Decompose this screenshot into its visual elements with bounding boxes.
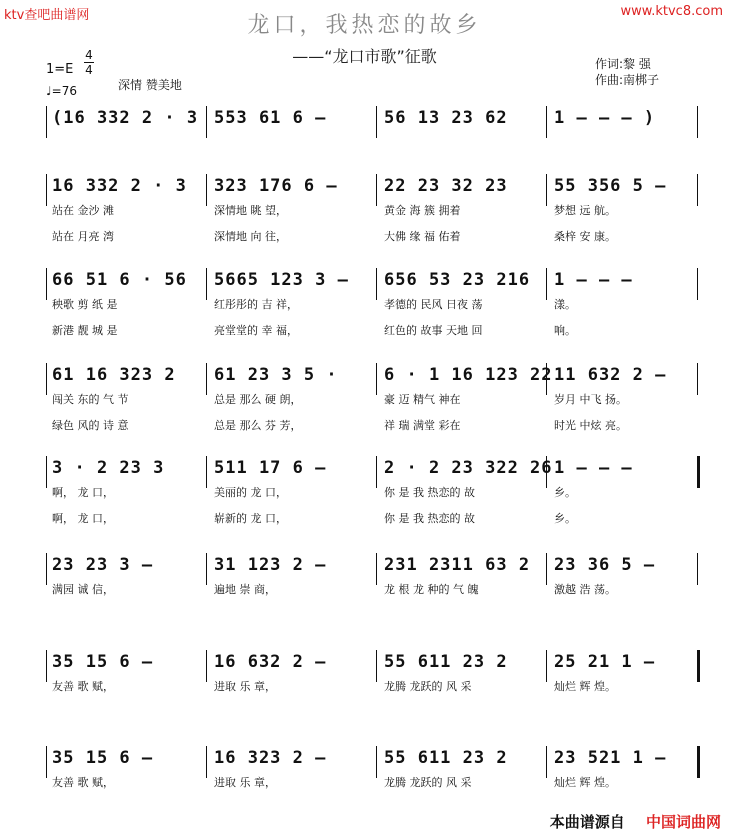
barline	[206, 174, 207, 206]
lyric-line: 激越 浩 荡。	[554, 583, 616, 596]
measure-notes: 31 123 2 –	[214, 555, 327, 575]
barline	[697, 746, 700, 778]
lyric-line: 你 是 我 热恋的 故	[384, 486, 475, 499]
measure-notes: 25 21 1 –	[554, 652, 656, 672]
barline	[46, 650, 47, 682]
mood-marking: 深情 赞美地	[118, 78, 182, 92]
measure-notes: 55 611 23 2	[384, 652, 508, 672]
meter-bottom: 4	[85, 63, 93, 77]
lyricist: 作词:黎 强	[595, 57, 651, 71]
measure-notes: 35 15 6 –	[52, 748, 154, 768]
measure-notes: 16 632 2 –	[214, 652, 327, 672]
lyric-line: 啊， 龙 口，	[52, 486, 114, 499]
lyric-line: 灿烂 辉 煌。	[554, 776, 616, 789]
lyric-line: 秧歌 剪 纸 是	[52, 298, 118, 311]
lyric-line: 岁月 中飞 扬。	[554, 393, 627, 406]
barline	[376, 746, 377, 778]
measure-notes: 231 2311 63 2	[384, 555, 531, 575]
measure-notes: 16 323 2 –	[214, 748, 327, 768]
lyric-line: 豪 迈 精气 神在	[384, 393, 461, 406]
measure-notes: 3 · 2 23 3	[52, 458, 165, 478]
lyric-line: 祥 瑞 满堂 彩在	[384, 419, 461, 432]
lyric-line: 响。	[554, 324, 576, 337]
barline	[546, 650, 547, 682]
lyric-line: 黄金 海 簇 拥着	[384, 204, 461, 217]
measure-notes: 56 13 23 62	[384, 108, 508, 128]
barline	[376, 174, 377, 206]
measure-notes: 23 36 5 –	[554, 555, 656, 575]
barline	[46, 456, 47, 488]
composer: 作曲:南梆子	[595, 73, 660, 87]
measure-notes: 23 23 3 –	[52, 555, 154, 575]
lyric-line: 龙腾 龙跃的 风 采	[384, 680, 472, 693]
lyric-line: 红彤彤的 吉 祥，	[214, 298, 298, 311]
measure-notes: 5665 123 3 –	[214, 270, 349, 290]
lyric-line: 漾。	[554, 298, 576, 311]
credits	[595, 56, 659, 88]
barline	[206, 363, 207, 395]
footer-source: 本曲谱源自	[549, 813, 625, 831]
barline	[376, 456, 377, 488]
lyric-line: 总是 那么 芬 芳，	[214, 419, 302, 432]
tempo-marking: ♩=76	[46, 84, 77, 98]
barline	[376, 553, 377, 585]
lyric-line: 闯关 东的 气 节	[52, 393, 129, 406]
lyric-line: 绿色 风的 诗 意	[52, 419, 129, 432]
lyric-line: 乡。	[554, 512, 576, 525]
measure-notes: 55 611 23 2	[384, 748, 508, 768]
barline	[376, 106, 377, 138]
lyric-line: 梦想 远 航。	[554, 204, 616, 217]
barline	[546, 174, 547, 206]
lyric-line: 桑梓 安 康。	[554, 230, 616, 243]
lyric-line: 新港 靓 城 是	[52, 324, 118, 337]
watermark-left: ktv查吧曲谱网	[4, 8, 90, 23]
measure-notes: 61 16 323 2	[52, 365, 176, 385]
lyric-line: 红色的 故事 天地 回	[384, 324, 483, 337]
meter-top: 4	[85, 48, 93, 62]
lyric-line: 深情地 向 往，	[214, 230, 287, 243]
measure-notes: 511 17 6 –	[214, 458, 327, 478]
barline	[697, 650, 700, 682]
lyric-line: 进取 乐 章，	[214, 776, 276, 789]
barline	[697, 106, 698, 138]
measure-notes: 23 521 1 –	[554, 748, 667, 768]
barline	[46, 363, 47, 395]
measure-notes: (16 332 2 · 3	[52, 108, 199, 128]
lyric-line: 站在 金沙 滩	[52, 204, 114, 217]
lyric-line: 友善 歌 赋，	[52, 776, 114, 789]
key-signature: 1=E	[46, 62, 74, 77]
lyric-line: 灿烂 辉 煌。	[554, 680, 616, 693]
barline	[46, 746, 47, 778]
lyric-line: 时光 中炫 亮。	[554, 419, 627, 432]
song-title: 龙口，我热恋的故乡	[247, 13, 482, 38]
barline	[206, 650, 207, 682]
footer	[550, 811, 721, 832]
lyric-line: 遍地 崇 商，	[214, 583, 276, 596]
measure-notes: 22 23 32 23	[384, 176, 508, 196]
measure-notes: 55 356 5 –	[554, 176, 667, 196]
barline	[46, 174, 47, 206]
lyric-line: 孝德的 民风 日夜 荡	[384, 298, 483, 311]
song-subtitle: ——“龙口市歌”征歌	[292, 47, 437, 66]
lyric-line: 啊， 龙 口，	[52, 512, 114, 525]
lyric-line: 你 是 我 热恋的 故	[384, 512, 475, 525]
time-signature	[84, 48, 94, 77]
lyric-line: 站在 月亮 湾	[52, 230, 114, 243]
barline	[206, 268, 207, 300]
lyric-line: 乡。	[554, 486, 576, 499]
lyric-line: 龙腾 龙跃的 风 采	[384, 776, 472, 789]
barline	[46, 106, 47, 138]
barline	[46, 268, 47, 300]
barline	[376, 268, 377, 300]
barline	[206, 746, 207, 778]
lyric-line: 满园 诚 信，	[52, 583, 114, 596]
lyric-line: 总是 那么 硬 朗，	[214, 393, 302, 406]
measure-notes: 6 · 1 16 123 22	[384, 365, 553, 385]
footer-site: 中国词曲网	[645, 813, 721, 831]
barline	[376, 363, 377, 395]
measure-notes: 656 53 23 216	[384, 270, 531, 290]
measure-notes: 16 332 2 · 3	[52, 176, 187, 196]
lyric-line: 进取 乐 章，	[214, 680, 276, 693]
barline	[546, 746, 547, 778]
barline	[697, 456, 700, 488]
barline	[46, 553, 47, 585]
barline	[697, 268, 698, 300]
lyric-line: 美丽的 龙 口，	[214, 486, 287, 499]
barline	[376, 650, 377, 682]
watermark-right: www.ktvc8.com	[620, 4, 723, 19]
lyric-line: 龙 根 龙 种的 气 魄	[384, 583, 479, 596]
measure-notes: 35 15 6 –	[52, 652, 154, 672]
measure-notes: 553 61 6 –	[214, 108, 327, 128]
barline	[546, 553, 547, 585]
lyric-line: 大佛 缘 福 佑着	[384, 230, 461, 243]
barline	[697, 553, 698, 585]
measure-notes: 1 – – –	[554, 270, 633, 290]
lyric-line: 崭新的 龙 口，	[214, 512, 287, 525]
measure-notes: 11 632 2 –	[554, 365, 667, 385]
lyric-line: 深情地 眺 望，	[214, 204, 287, 217]
measure-notes: 66 51 6 · 56	[52, 270, 187, 290]
measure-notes: 1 – – –	[554, 458, 633, 478]
lyric-line: 友善 歌 赋，	[52, 680, 114, 693]
barline	[697, 363, 698, 395]
barline	[206, 553, 207, 585]
measure-notes: 1 – – – )	[554, 108, 656, 128]
barline	[697, 174, 698, 206]
lyric-line: 亮堂堂的 幸 福，	[214, 324, 298, 337]
barline	[206, 456, 207, 488]
barline	[546, 268, 547, 300]
measure-notes: 323 176 6 –	[214, 176, 338, 196]
measure-notes: 61 23 3 5 ·	[214, 365, 338, 385]
barline	[546, 106, 547, 138]
barline	[206, 106, 207, 138]
measure-notes: 2 · 2 23 322 26	[384, 458, 553, 478]
